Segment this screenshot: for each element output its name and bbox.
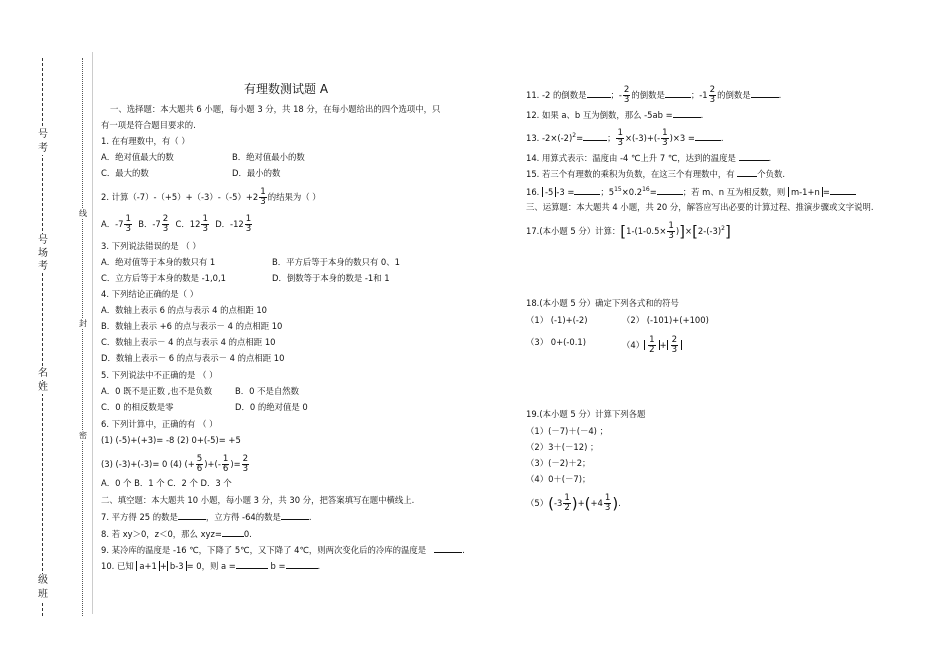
q5-option-d: D．0 的绝对值是 0: [235, 402, 308, 412]
q9-blank[interactable]: [434, 543, 462, 553]
q2-option-a: A．-7: [101, 219, 124, 229]
q16-blank-1[interactable]: [574, 185, 600, 195]
q3-option-a: A．绝对值等于本身的数只有 1: [101, 257, 216, 267]
q5-option-b: B．0 不是自然数: [235, 386, 299, 396]
q1-option-a: A．绝对值最大的数: [101, 152, 174, 162]
q10-blank-b[interactable]: [286, 559, 318, 569]
q19-stem: 19.(本小题 5 分）计算下列各题: [526, 409, 646, 419]
mark-line: 线: [79, 209, 87, 218]
q3-option-c: C．立方后等于本身的数是 -1,0,1: [101, 273, 226, 283]
q15-blank[interactable]: [737, 167, 757, 177]
q4-stem: 4. 下列结论正确的是（ ）: [101, 289, 199, 299]
q7: 7. 平方得 25 的数是 ，立方得 -64的数是 .: [101, 512, 312, 522]
q2-option-d: D．-12: [215, 219, 244, 229]
q1-option-b: B．绝对值最小的数: [232, 152, 305, 162]
q4-option-c: C．数轴上表示－ 4 的点与表示 4 的点相距 10: [101, 337, 276, 347]
q8-blank[interactable]: [222, 527, 244, 537]
label-name-2: 姓: [38, 382, 48, 393]
q13-blank-1[interactable]: [583, 131, 607, 141]
q12: 12. 如果 a、b 互为倒数，那么 -5ab = .: [526, 110, 704, 120]
q9: 9. 某冷库的温度是 -16 ℃，下降了 5℃，又下降了 4℃，则两次变化后的冷库的温度是 .: [101, 545, 465, 555]
q11-blank-1[interactable]: [587, 88, 611, 98]
q1-option-c: C．最大的数: [101, 168, 149, 178]
q18-item4: （4） $\frac{1}{2}$ + $\frac{2}{3}$: [622, 336, 682, 355]
q6-stem: 6. 下列计算中，正确的有 （ ）: [101, 419, 218, 429]
q4-option-a: A．数轴上表示 6 的点与表示 4 的点相距 10: [101, 305, 267, 315]
q1-stem: 1. 在有理数中，有（ ）: [101, 136, 190, 146]
q16-blank-3[interactable]: [830, 185, 856, 195]
q18-item3: （3） 0+(-0.1): [526, 337, 586, 347]
q17: 17.(本小题 5 分）计算：[1-(1-0.5× $\frac{1}{3}$ )]$\times[2-(-3)^2]$: [526, 221, 731, 241]
q11: 11. -2 的倒数是 ；- $\frac{2}{3}$ 的倒数是 ；-1 $\frac{2}{3}$ 的倒数是 .: [526, 85, 782, 105]
q19-item4: （4）0＋(－7)；: [526, 474, 591, 484]
binding-margin: [0, 0, 92, 666]
q18-item2: （2） (-101)+(+100): [622, 315, 709, 325]
label-room-2: 场: [38, 248, 48, 259]
q14: 14. 用算式表示：温度由 -4 ℃上升 7 ℃，达到的温度是 .: [526, 153, 772, 163]
q3-option-d: D．倒数等于本身的数是 -1和 1: [272, 273, 390, 283]
section2-header: 二、填空题：本大题共 10 小题，每小题 3 分，共 30 分，把答案填写在题中横线上.: [101, 495, 415, 505]
q10: 10. 已知 a+1 + b-3 = 0，则 a = b = .: [101, 561, 321, 571]
q3-option-b: B．平方后等于本身的数只有 0、1: [272, 257, 400, 267]
q2-options: A．-7 $\frac{1}{3}$ B．-7 $\frac{2}{3}$ C．12 $\frac{1}{3}$ D．-12 $\frac{1}{3}$: [101, 214, 252, 234]
q13-blank-2[interactable]: [695, 131, 721, 141]
q10-blank-a[interactable]: [236, 559, 268, 569]
section1-header: 一、选择题：本大题共 6 小题，每小题 3 分，共 18 分，在每小题给出的四个选项中，只: [110, 104, 441, 114]
q18-stem: 18.(本小题 5 分）确定下列各式和的符号: [526, 298, 679, 308]
q12-blank[interactable]: [673, 108, 701, 118]
q4-option-b: B．数轴上表示 +6 的点与表示－ 4 的点相距 10: [101, 321, 283, 331]
q8: 8. 若 xy＞0，z＜0，那么 xyz= 0.: [101, 529, 252, 539]
q11-blank-3[interactable]: [751, 88, 779, 98]
q4-option-d: D．数轴上表示－ 6 的点与表示－ 4 的点相距 10: [101, 353, 285, 363]
label-room-3: 考: [38, 261, 48, 272]
q19-item5: （5）(-3 $\frac{1}{2}$ )+(+4 $\frac{1}{3}$ ).: [526, 493, 621, 513]
label-exam-no-1: 号: [38, 129, 48, 140]
label-exam-no-2: 考: [38, 143, 48, 154]
seal-dotted-line: [82, 58, 83, 616]
q16: 16. -5 -3 = ；$5^{15}\times 0.2^{16}=$ ；若 m、n 互为相反数，则 m-1+n =: [526, 184, 856, 198]
q11-blank-2[interactable]: [665, 88, 691, 98]
q13: 13. $-2\times(-2)^2=$ ； $\frac{1}{3}$ ×(-3)+(- $\frac{1}{3}$ )×3 = .: [526, 128, 724, 148]
label-class-2: 班: [38, 589, 48, 600]
q19-item1: （1）(－7)＋(－4) ；: [526, 426, 608, 436]
q2-option-c: C．12: [175, 219, 201, 229]
q6-line1: (1) (-5)+(+3)= -8 (2) 0+(-5)= +5: [101, 435, 241, 445]
label-room-1: 号: [38, 235, 48, 246]
q1-option-d: D．最小的数: [232, 168, 281, 178]
q14-blank[interactable]: [739, 151, 769, 161]
mark-secret: 密: [79, 431, 87, 440]
q19-item2: （2）3＋(－12) ；: [526, 442, 599, 452]
q7-blank-2[interactable]: [281, 510, 309, 520]
page-title: 有理数测试题 A: [244, 82, 329, 96]
q2-option-b: B．-7: [138, 219, 161, 229]
label-name-1: 名: [38, 368, 48, 379]
label-class-1: 级: [38, 575, 48, 586]
section1-header-cont: 有一项是符合题目要求的.: [101, 120, 196, 130]
q2-stem: 2. 计算（-7）-（+5）+（-3）-（-5）+2 $\frac{1}{3}$ 的结果为（ ）: [101, 187, 321, 207]
q5-stem: 5. 下列说法中不正确的是 （ ）: [101, 370, 218, 380]
q16-blank-2[interactable]: [657, 185, 683, 195]
q5-option-c: C．0 的相反数是零: [101, 402, 174, 412]
q7-blank-1[interactable]: [178, 510, 206, 520]
margin-rule: [92, 52, 93, 614]
section3-header: 三、运算题：本大题共 4 小题，共 20 分，解答应写出必要的计算过程、推演步骤或文字说明.: [526, 202, 874, 212]
q6-choices: A．0 个 B．1 个 C．2 个 D．3 个: [101, 478, 232, 488]
q19-item3: （3）(－2)＋2；: [526, 458, 591, 468]
mark-seal: 封: [79, 319, 87, 328]
q6-line2: (3) (-3)+(-3)= 0 (4) (+ $\frac{5}{6}$ )+(- $\frac{1}{6}$ )= $\frac{2}{3}$: [101, 454, 249, 474]
q18-item1: （1） (-1)+(-2): [526, 315, 588, 325]
q5-option-a: A．0 既不是正数 ,也不是负数: [101, 386, 213, 396]
q3-stem: 3. 下列说法错误的是 （ ）: [101, 241, 201, 251]
q15: 15. 若三个有理数的乘积为负数，在这三个有理数中，有 个负数.: [526, 169, 786, 179]
q2-fraction: $\frac{1}{3}$: [260, 187, 266, 207]
